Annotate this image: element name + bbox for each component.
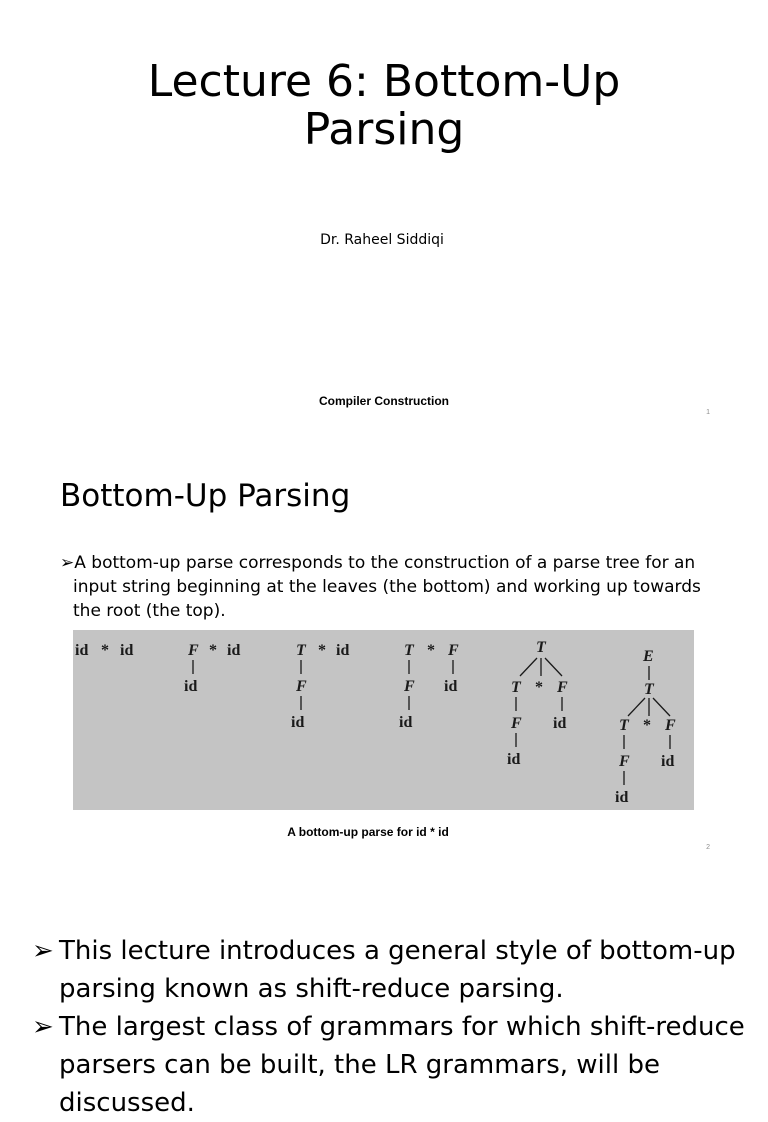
- node-T: T: [511, 679, 521, 696]
- author-name: Dr. Raheel Siddiqi: [320, 232, 444, 248]
- node-T: T: [404, 642, 414, 659]
- title-line-1: Lecture 6: Bottom-Up: [147, 56, 621, 107]
- leaf-id: id: [553, 715, 567, 732]
- node-F: F: [448, 642, 459, 659]
- node-T: T: [536, 639, 546, 656]
- slide-title: [84, 58, 684, 154]
- star-symbol: *: [535, 679, 543, 696]
- star-symbol: *: [427, 642, 435, 659]
- leaf-id: id: [291, 714, 305, 731]
- parse-stage-4: [399, 642, 459, 731]
- bullet-item: [32, 1008, 752, 1122]
- bullet-arrow-icon: ➢: [60, 553, 75, 573]
- node-F: F: [619, 753, 630, 770]
- parse-stage-3: [291, 642, 349, 731]
- leaf-id: id: [75, 642, 89, 659]
- bullet-text: This lecture introduces a general style of bottom-up parsing known as shift-reduce parsing.: [59, 936, 736, 1004]
- star-symbol: *: [318, 642, 326, 659]
- slide-number: 1: [706, 409, 710, 416]
- node-F: F: [557, 679, 568, 696]
- parse-tree-diagram: [73, 630, 694, 810]
- leaf-id: id: [399, 714, 413, 731]
- node-F: F: [296, 678, 307, 695]
- slide-footer: Compiler Construction: [318, 394, 449, 408]
- node-F: F: [511, 715, 522, 732]
- slide-2: [0, 432, 768, 864]
- star-symbol: *: [209, 642, 217, 659]
- tree-edge: [545, 658, 562, 676]
- bullet-item: [32, 932, 752, 1008]
- node-T: T: [619, 717, 629, 734]
- leaf-id: id: [444, 678, 458, 695]
- tree-edge: [628, 698, 645, 716]
- bullet-text: The largest class of grammars for which shift-reduce parsers can be built, the LR grammars, will be discussed.: [59, 1012, 745, 1118]
- parse-stage-2: [184, 642, 240, 695]
- leaf-id: id: [184, 678, 198, 695]
- bullet-arrow-icon: ➢: [32, 936, 54, 966]
- leaf-id: id: [615, 789, 629, 806]
- slide-1: [0, 0, 768, 432]
- leaf-id: id: [120, 642, 134, 659]
- bullet-text: A bottom-up parse corresponds to the construction of a parse tree for an input string beginning at the leaves (the bottom) and working up towards the root (the top).: [73, 553, 701, 621]
- parse-tree-figure: [73, 630, 694, 810]
- node-E: E: [643, 648, 654, 665]
- node-F: F: [188, 642, 199, 659]
- figure-caption: A bottom-up parse for id * id: [287, 825, 449, 839]
- slide-title: Bottom-Up Parsing: [60, 478, 351, 514]
- leaf-id: id: [227, 642, 241, 659]
- tree-edge: [653, 698, 670, 716]
- parse-stage-5: [507, 639, 568, 768]
- bullet-item: [60, 551, 723, 623]
- star-symbol: *: [101, 642, 109, 659]
- leaf-id: id: [336, 642, 350, 659]
- tree-edge: [520, 658, 537, 676]
- title-line-2: Parsing: [303, 104, 465, 155]
- node-T: T: [296, 642, 306, 659]
- node-T: T: [644, 681, 654, 698]
- slide-3: [0, 864, 768, 1118]
- node-F: F: [404, 678, 415, 695]
- star-symbol: *: [643, 717, 651, 734]
- bullet-arrow-icon: ➢: [32, 1012, 54, 1042]
- parse-stage-1: [75, 642, 133, 659]
- leaf-id: id: [507, 751, 521, 768]
- parse-stage-6: [615, 648, 676, 806]
- leaf-id: id: [661, 753, 675, 770]
- node-F: F: [665, 717, 676, 734]
- slide-number: 2: [706, 844, 710, 851]
